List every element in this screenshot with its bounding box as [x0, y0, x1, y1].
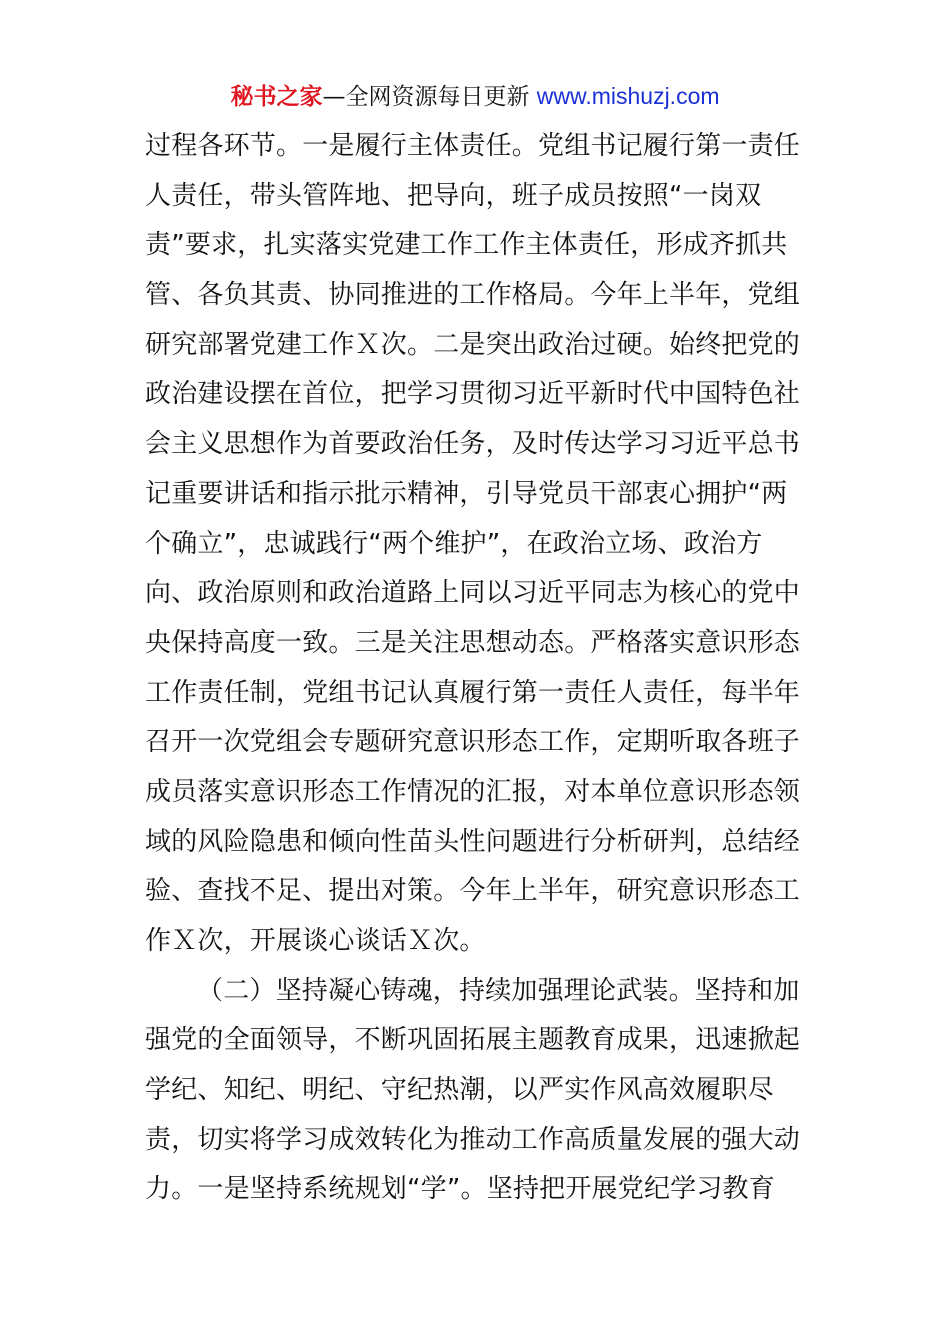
- text-line: 记重要讲话和指示批示精神，引导党员干部衷心拥护“两: [145, 478, 788, 509]
- text-line: 验、查找不足、提出对策。今年上半年，研究意识形态工: [145, 876, 801, 907]
- site-brand: 秘书之家: [230, 84, 323, 110]
- text-line: 强党的全面领导，不断巩固拓展主题教育成果，迅速掀起: [145, 1025, 801, 1056]
- text-line: 过程各环节。一是履行主体责任。党组书记履行第一责任: [145, 131, 801, 161]
- site-header: [0, 80, 950, 113]
- text-line: 召开一次党组会专题研究意识形态工作，定期听取各班子: [145, 727, 801, 758]
- section-heading-line: （二）坚持凝心铸魂，持续加强理论武装。坚持和加: [197, 975, 800, 1006]
- site-tagline: —全网资源每日更新: [322, 84, 537, 110]
- text-line: 研究部署党建工作Ｘ次。二是突出政治过硬。始终把党的: [145, 329, 801, 360]
- text-line: 管、各负其责、协同推进的工作格局。今年上半年，党组: [145, 280, 801, 311]
- text-line: 作Ｘ次，开展谈心谈话Ｘ次。: [145, 926, 486, 956]
- text-line: 央保持高度一致。三是关注思想动态。严格落实意识形态: [145, 627, 801, 658]
- text-line: 政治建设摆在首位，把学习贯彻习近平新时代中国特色社: [145, 379, 801, 410]
- text-line: 域的风险隐患和倾向性苗头性问题进行分析研判，总结经: [145, 826, 801, 857]
- text-line: 力。一是坚持系统规划“学”。坚持把开展党纪学习教育: [145, 1174, 775, 1205]
- text-line: 学纪、知纪、明纪、守纪热潮，以严实作风高效履职尽: [145, 1075, 774, 1106]
- site-url[interactable]: www.mishuzj.com: [536, 83, 720, 109]
- text-line: 成员落实意识形态工作情况的汇报，对本单位意识形态领: [145, 776, 801, 807]
- document-body: [145, 122, 825, 1215]
- text-line: 工作责任制，党组书记认真履行第一责任人责任，每半年: [145, 677, 801, 708]
- text-line: 责”要求，扎实落实党建工作工作主体责任，形成齐抓共: [145, 230, 788, 261]
- text-line: 个确立”，忠诚践行“两个维护”，在政治立场、政治方: [145, 528, 763, 559]
- text-line: 人责任，带头管阵地、把导向，班子成员按照“一岗双: [145, 180, 762, 211]
- text-line: 责，切实将学习成效转化为推动工作高质量发展的强大动: [145, 1124, 801, 1155]
- text-line: 向、政治原则和政治道路上同以习近平同志为核心的党中: [145, 578, 801, 609]
- text-line: 会主义思想作为首要政治任务，及时传达学习习近平总书: [145, 429, 801, 460]
